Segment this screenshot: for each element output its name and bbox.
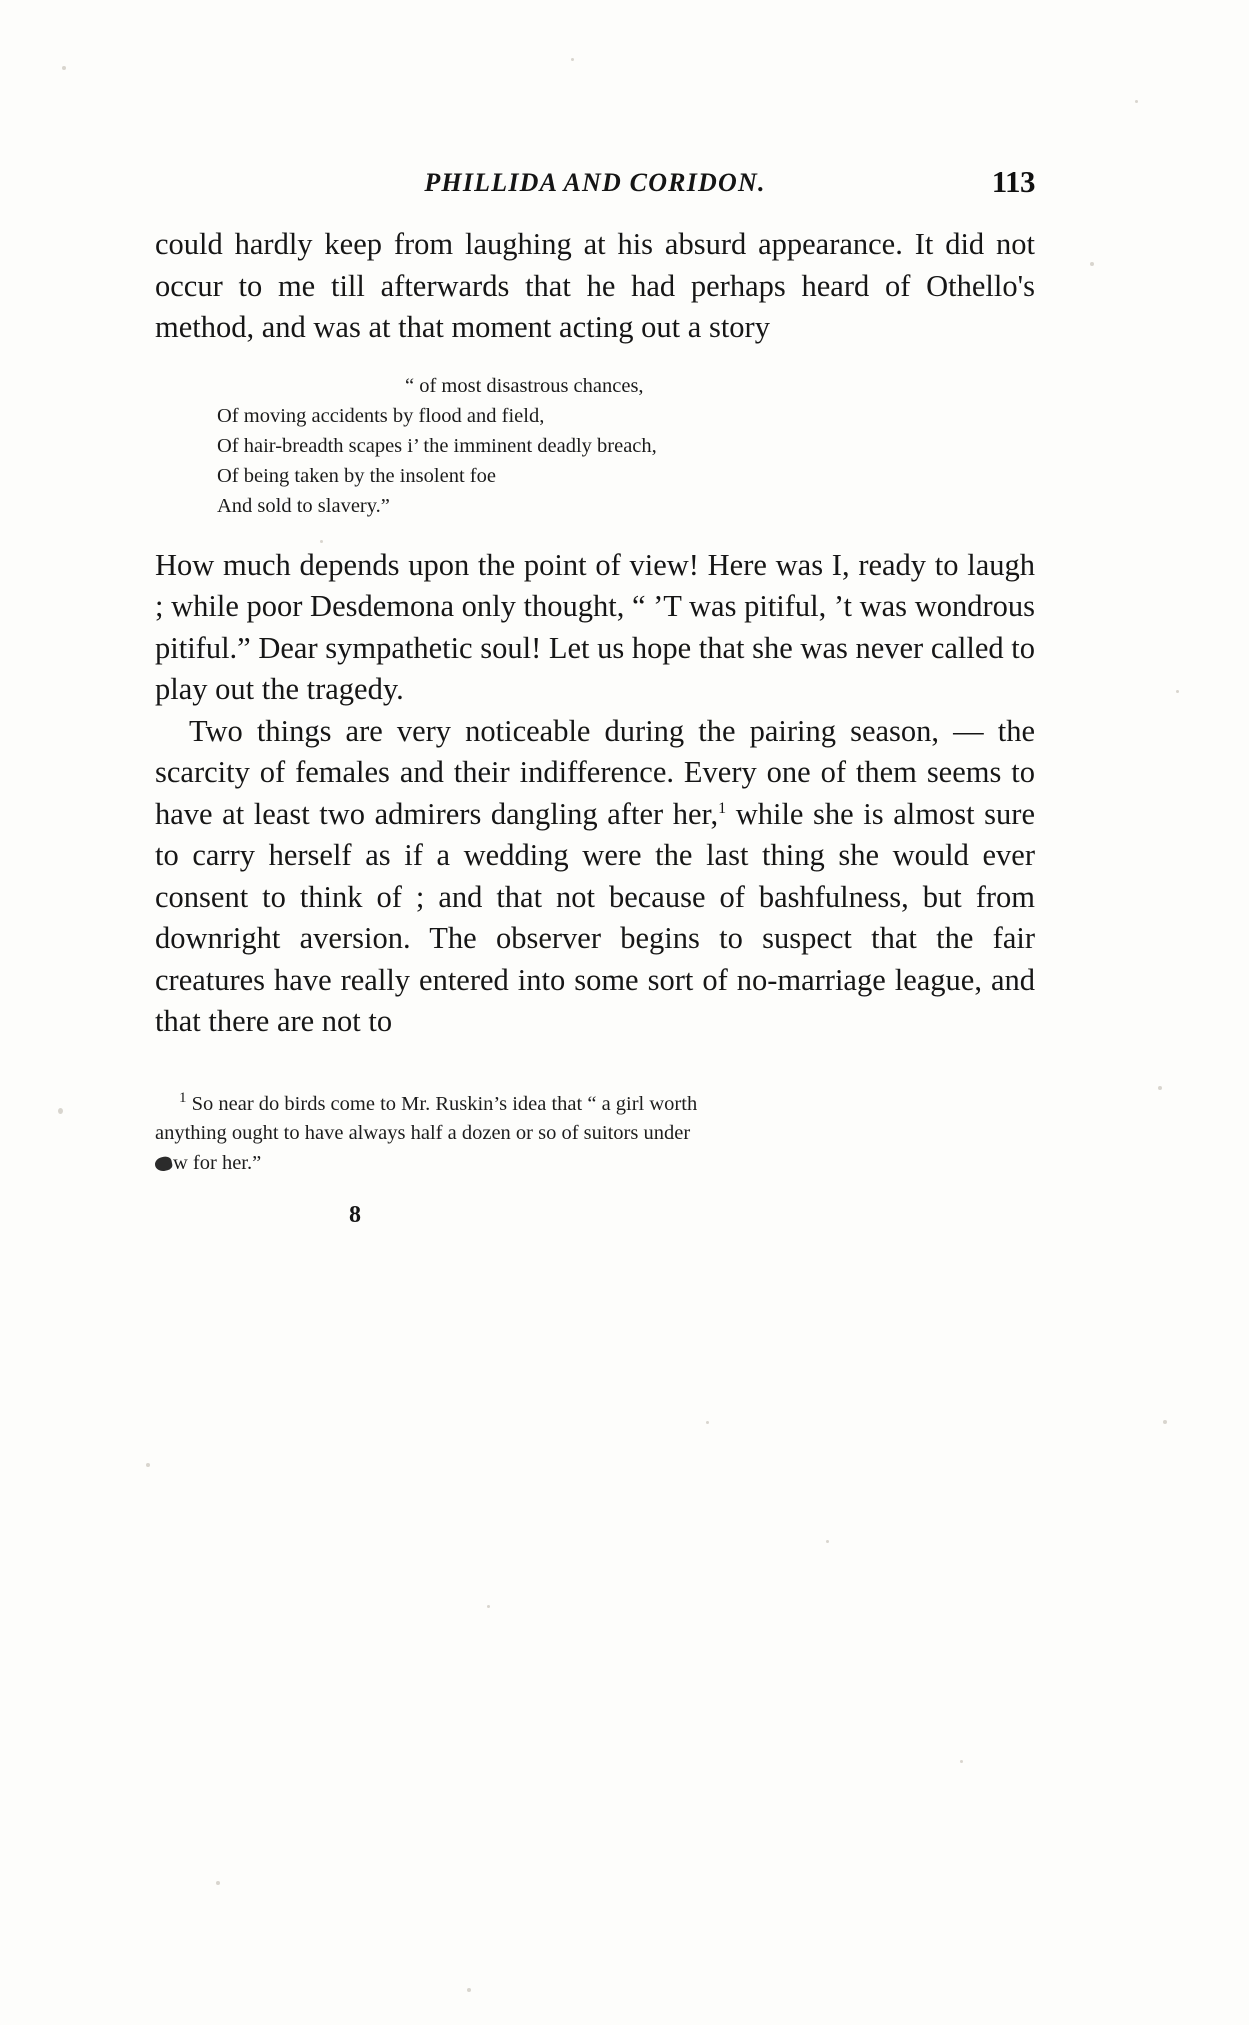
paragraph-pairing-season-part1: Two things are very noticeable during the pairing season, — the scarcity of females and their indifference. Every one of them seems to have at least two admirers dangling after her, xyxy=(155,713,1035,831)
scan-speck xyxy=(1176,690,1179,693)
page-content xyxy=(155,150,1035,1229)
scan-speck xyxy=(62,66,66,70)
paragraph-point-of-view: How much depends upon the point of view! Here was I, ready to laugh ; while poor Desdemona only thought, “ ’T was pitiful, ’t was wondrous pitiful.” Dear sympathetic soul! Let us hope that she was never called to play out the tragedy. xyxy=(155,547,1035,706)
footnote-line-3: w for her.” xyxy=(173,1152,262,1175)
signature-mark: 8 xyxy=(349,1202,361,1229)
scan-speck xyxy=(1163,1420,1167,1424)
page-number: 113 xyxy=(991,164,1035,199)
paragraph-pairing-season-part2: while she is almost sure to carry herself as if a wedding were the last thing she would ever consent to think of ; and that not because of bashfulness, but from downright aversion. The observer begins to suspect that the fair creatures have really entered into some sort of no-marriage league, and that there are not to xyxy=(155,796,1035,1038)
verse-line: And sold to slavery.” xyxy=(217,494,390,517)
footnote-marker: 1 xyxy=(179,1089,187,1106)
footnote-line-1: So near do birds come to Mr. Ruskin’s idea that “ a girl worth xyxy=(191,1092,698,1115)
running-head xyxy=(155,150,1035,198)
scan-speck xyxy=(467,1988,471,1992)
verse-line: Of hair-breadth scapes i’ the imminent deadly breach, xyxy=(217,434,657,457)
footnote-block xyxy=(155,1083,1035,1179)
verse-line: Of being taken by the insolent foe xyxy=(217,464,496,487)
scan-speck xyxy=(571,58,574,61)
scan-speck xyxy=(58,1108,63,1114)
paragraph-pairing-season xyxy=(155,711,1035,1043)
scan-speck xyxy=(1135,100,1138,103)
verse-line: “ of most disastrous chances, xyxy=(405,374,644,397)
scan-speck xyxy=(1090,262,1094,266)
scan-speck xyxy=(706,1421,709,1424)
verse-line: Of moving accidents by flood and field, xyxy=(217,404,545,427)
footnote-reference: 1 xyxy=(718,799,727,817)
body-text xyxy=(155,224,1035,1043)
scan-speck xyxy=(216,1881,220,1885)
verse-quotation xyxy=(155,371,1035,521)
running-head-title: PHILLIDA AND CORIDON. xyxy=(424,168,766,197)
scan-speck xyxy=(960,1760,963,1763)
ink-blot-icon xyxy=(154,1156,174,1173)
paragraph-continuation: could hardly keep from laughing at his absurd appearance. It did not occur to me till afterwards that he had perhaps heard of Othello's method, and was at that moment acting out a story xyxy=(155,227,1035,344)
scan-speck xyxy=(487,1605,490,1608)
scan-speck xyxy=(826,1540,829,1543)
footnote-text xyxy=(155,1083,1035,1179)
scan-speck xyxy=(1158,1086,1162,1090)
scan-speck xyxy=(146,1463,150,1467)
footnote-line-2: anything ought to have always half a dozen or so of suitors under xyxy=(155,1122,691,1145)
